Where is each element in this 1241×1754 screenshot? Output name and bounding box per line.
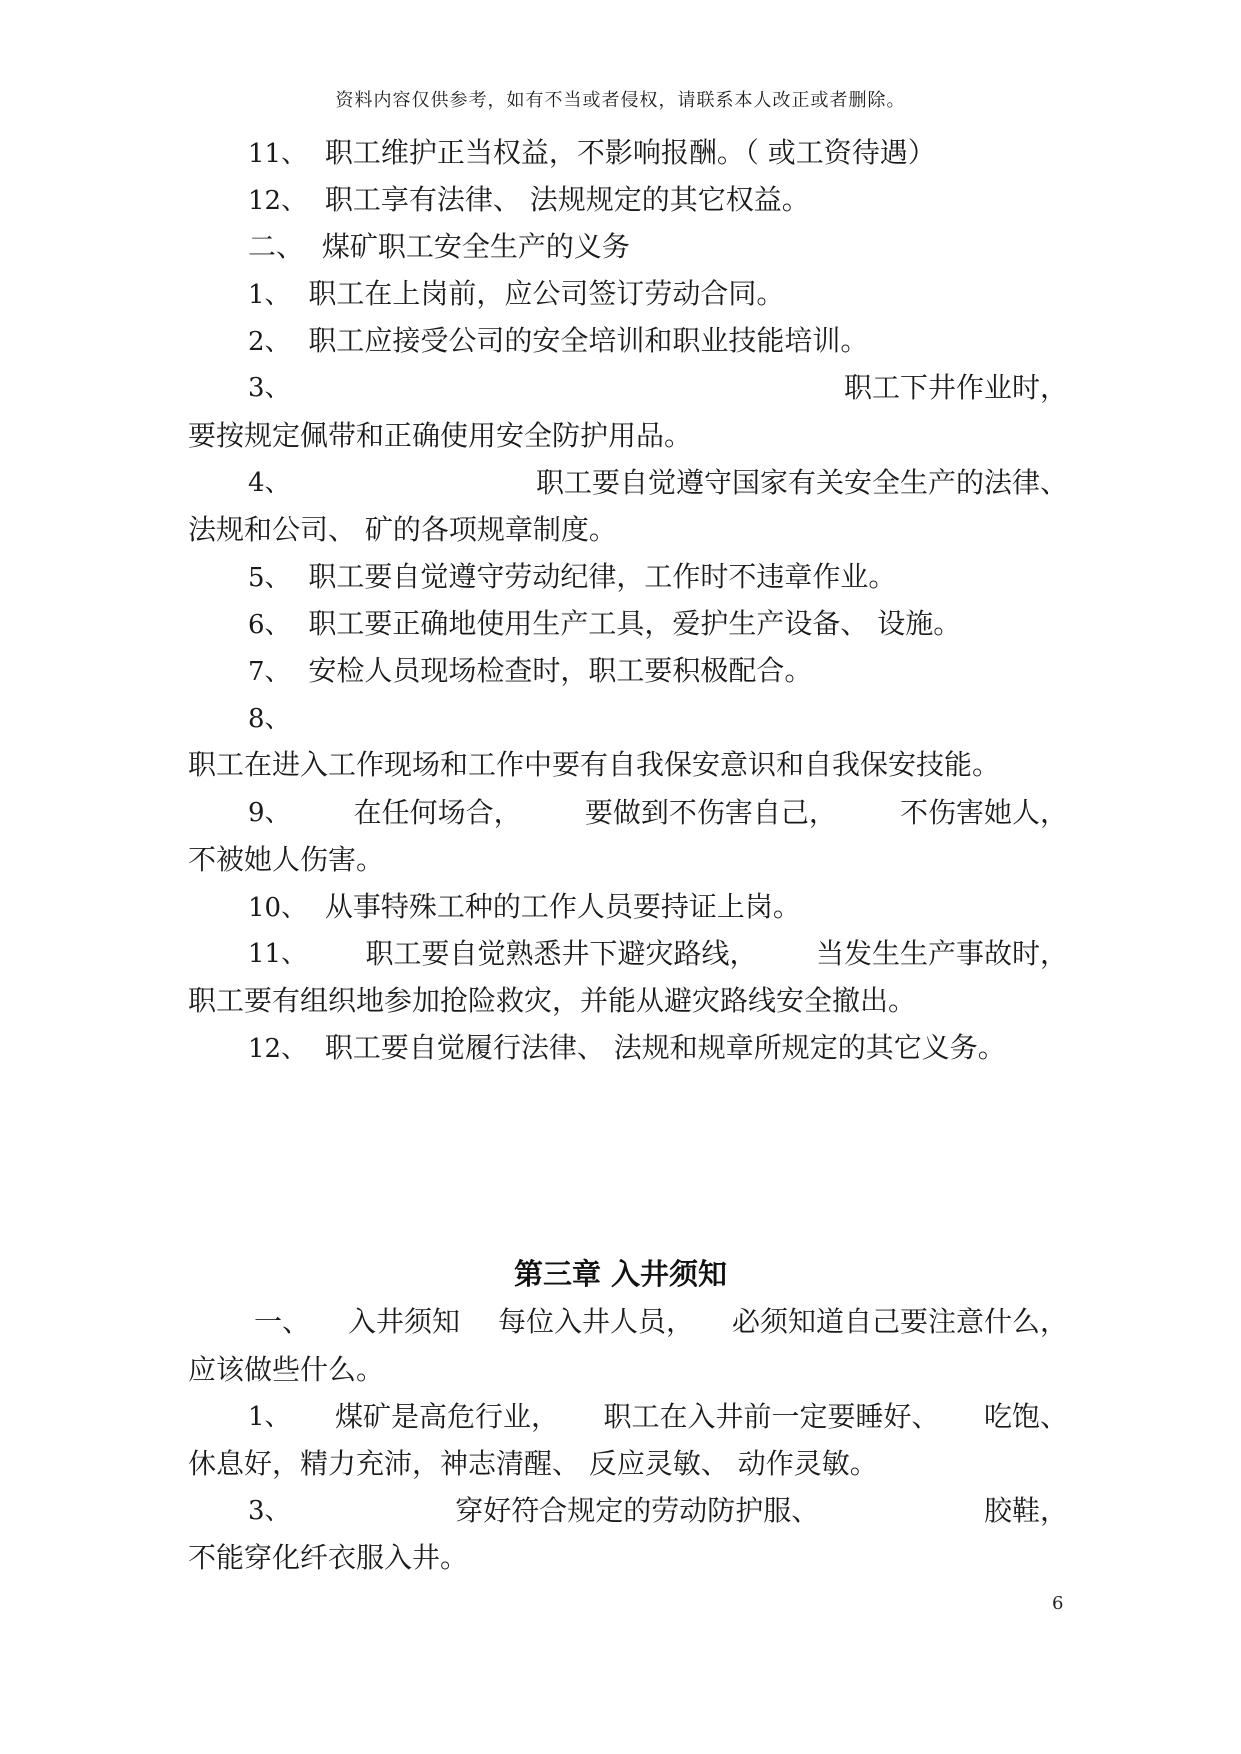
chapter-heading: 第三章 入井须知 [513,1257,728,1291]
duty-item-6 [248,604,1068,644]
item-text: 职工应接受公司的安全培训和职业技能培训。 [308,324,869,357]
item-text: 职工维护正当权益，不影响报酬。（ 或工资待遇） [324,136,936,169]
duty-item-12 [248,1028,1068,1068]
item-text-part: 煤矿是高危行业， [335,1400,560,1433]
item-text: 职工在进入工作现场和工作中要有自我保安意识和自我保安技能。 [188,748,1001,781]
item-text-part: 吃饱、 [983,1400,1068,1433]
item-text: 从事特殊工种的工作人员要持证上岗。 [324,890,801,923]
duty-item-1 [248,274,1068,314]
item-text-part: 胶鞋， [983,1494,1068,1527]
item-text-part: 职工要自觉熟悉井下避灾路线， [365,937,758,970]
duty-item-4 [248,463,1068,503]
rights-item-11 [248,133,1068,173]
disclaimer-header: 资料内容仅供参考，如有不当或者侵权，请联系本人改正或者删除。 [335,90,906,111]
item-text: 职工要正确地使用生产工具，爱护生产设备、 设施。 [308,607,962,640]
item-text-part: 必须知道自己要注意什么， [731,1305,1068,1338]
item-number: 3、 [248,1496,291,1526]
section-intro-continued [188,1350,1068,1390]
item-text: 职工要自觉履行法律、 法规和规章所规定的其它义务。 [324,1031,1006,1064]
duty-item-8 [248,698,1068,738]
entry-item-3 [248,1491,1068,1531]
item-number: 12、 [248,1034,308,1064]
item-number: 2、 [248,327,291,357]
duty-item-2 [248,321,1068,361]
rights-item-12 [248,180,1068,220]
duty-item-8-text [188,745,1068,785]
entry-item-1 [248,1397,1068,1437]
item-number: 3、 [248,373,291,403]
duty-item-11-continued [188,981,1068,1021]
duty-item-10 [248,887,1068,927]
item-text-part: 当发生生产事故时， [815,937,1068,970]
item-text: 不被她人伤害。 [188,843,385,876]
item-number: 1、 [248,280,291,310]
item-text-part: 在任何场合， [353,796,522,829]
duty-item-11 [248,934,1068,974]
section-title: 入井须知 [347,1305,460,1338]
item-text: 安检人员现场检查时，职工要积极配合。 [308,654,813,687]
item-text: 职工在上岗前，应公司签订劳动合同。 [308,277,785,310]
item-text-part: 职工在入井前一定要睡好、 [603,1400,940,1433]
item-text: 不能穿化纤衣服入井。 [188,1541,469,1574]
item-number: 9、 [248,798,291,828]
section-heading-mine-entry [254,1302,1068,1342]
section-title: 煤矿职工安全生产的义务 [321,230,630,263]
section-number: 二、 [248,230,305,263]
duty-item-4-continued [188,510,1068,550]
item-text: 应该做些什么。 [188,1353,385,1386]
item-number: 8、 [248,704,291,734]
item-text-part: 要做到不伤害自己， [584,796,837,829]
duty-item-9 [248,793,1068,833]
item-number: 12、 [248,186,308,216]
duty-item-3-continued [188,416,1068,456]
section-number: 一、 [254,1305,311,1338]
item-text: 职工下井作业时， [843,371,1068,404]
item-text: 法规和公司、 矿的各项规章制度。 [188,513,617,546]
item-text: 要按规定佩带和正确使用安全防护用品。 [188,419,693,452]
item-text-part: 每位入井人员， [497,1305,694,1338]
item-number: 10、 [248,893,308,923]
item-number: 6、 [248,610,291,640]
item-number: 7、 [248,657,291,687]
item-text: 职工享有法律、 法规规定的其它权益。 [324,183,810,216]
item-text: 职工要自觉遵守国家有关安全生产的法律、 [535,466,1068,499]
item-number: 1、 [248,1402,291,1432]
item-number: 5、 [248,563,291,593]
item-number: 11、 [248,139,308,169]
page-number: 6 [1052,1593,1064,1614]
item-text: 休息好，精力充沛，神志清醒、 反应灵敏、 动作灵敏。 [188,1447,878,1480]
duty-item-7 [248,651,1068,691]
item-number: 11、 [248,939,308,969]
item-text-part: 不伤害她人， [899,796,1068,829]
item-text: 职工要自觉遵守劳动纪律，工作时不违章作业。 [308,560,897,593]
duty-item-5 [248,557,1068,597]
entry-item-3-continued [188,1538,1068,1578]
item-text: 职工要有组织地参加抢险救灾，并能从避灾路线安全撤出。 [188,984,917,1017]
duty-item-9-continued [188,840,1068,880]
item-number: 4、 [248,468,291,498]
duty-item-3 [248,368,1068,408]
section-heading-duties [248,227,1068,267]
entry-item-1-continued [188,1444,1068,1484]
item-text-part: 穿好符合规定的劳动防护服、 [455,1494,820,1527]
